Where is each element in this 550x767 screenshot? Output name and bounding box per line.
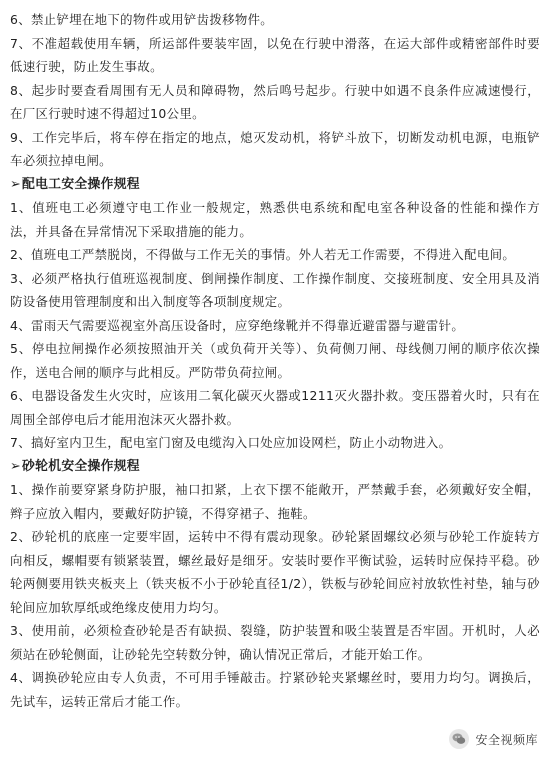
arrow-bullet-icon: ➢ (10, 176, 22, 192)
watermark-text: 安全视频库 (475, 732, 538, 747)
watermark (445, 727, 542, 751)
wechat-icon (449, 729, 469, 749)
rule-paragraph: 3、使用前，必须检查砂轮是否有缺损、裂缝，防护装置和吸尘装置是否牢固。开机时，人必须站在砂轮侧面，让砂轮先空转数分钟，确认情况正常后，才能开始工作。 (10, 623, 540, 662)
section-heading (10, 455, 540, 479)
rule-paragraph: 6、禁止铲埋在地下的物件或用铲齿拨移物件。 (10, 12, 274, 27)
section-heading (10, 173, 540, 197)
document-body (10, 8, 540, 713)
rule-paragraph: 9、工作完毕后，将车停在指定的地点，熄灭发动机，将铲斗放下，切断发动机电源，电瓶铲车必须拉掉电闸。 (10, 129, 540, 168)
arrow-bullet-icon: ➢ (10, 458, 22, 474)
rule-paragraph: 7、搞好室内卫生，配电室门窗及电缆沟入口处应加设网栏，防止小动物进入。 (10, 435, 452, 450)
rule-paragraph: 6、电器设备发生火灾时，应该用二氧化碳灭火器或1211灭火器扑救。变压器着火时，只有在周围全部停电后才能用泡沫灭火器扑救。 (10, 388, 540, 427)
section-heading-text: 配电工安全操作规程 (22, 176, 140, 192)
section-heading-text: 砂轮机安全操作规程 (22, 458, 140, 474)
rule-paragraph: 2、砂轮机的底座一定要牢固，运转中不得有震动现象。砂轮紧固螺纹必须与砂轮工作旋转方向相反，螺帽要有锁紧装置，螺丝最好是细牙。安装时要作平衡试验，运转时应保持平稳。砂轮两侧要用铁夹板夹上（铁夹板不小于砂轮直径1/2），铁板与砂轮间应衬放软性衬垫，轴与砂轮间应加软厚纸或绝缘皮使用力均匀。 (10, 529, 540, 615)
rule-paragraph: 1、值班电工必须遵守电工作业一般规定，熟悉供电系统和配电室各种设备的性能和操作方法，并具备在异常情况下采取措施的能力。 (10, 200, 540, 239)
rule-paragraph: 2、值班电工严禁脱岗，不得做与工作无关的事情。外人若无工作需要，不得进入配电间。 (10, 247, 516, 262)
rule-paragraph: 3、必须严格执行值班巡视制度、倒闸操作制度、工作操作制度、交接班制度、安全用具及消防设备使用管理制度和出入制度等各项制度规定。 (10, 270, 540, 309)
rule-paragraph: 4、雷雨天气需要巡视室外高压设备时，应穿绝缘靴并不得靠近避雷器与避雷针。 (10, 317, 465, 333)
rule-paragraph: 8、起步时要查看周围有无人员和障碍物，然后鸣号起步。行驶中如遇不良条件应减速慢行，在厂区行驶时速不得超过10公里。 (10, 82, 540, 121)
rule-paragraph: 7、不准超载使用车辆，所运部件要装牢固，以免在行驶中滑落，在运大部件或精密部件时要低速行驶，防止发生事故。 (10, 35, 540, 74)
rule-paragraph: 5、停电拉闸操作必须按照油开关（或负荷开关等）、负荷侧刀闸、母线侧刀闸的顺序依次操作，送电合闸的顺序与此相反。严防带负荷拉闸。 (10, 341, 540, 380)
rule-paragraph: 1、操作前要穿紧身防护服，袖口扣紧，上衣下摆不能敞开，严禁戴手套，必须戴好安全帽，辫子应放入帽内，要戴好防护镜，不得穿裙子、拖鞋。 (10, 482, 540, 521)
rule-paragraph: 4、调换砂轮应由专人负责，不可用手锤敲击。拧紧砂轮夹紧螺丝时，要用力均匀。调换后，先试车，运转正常后才能工作。 (10, 670, 540, 709)
